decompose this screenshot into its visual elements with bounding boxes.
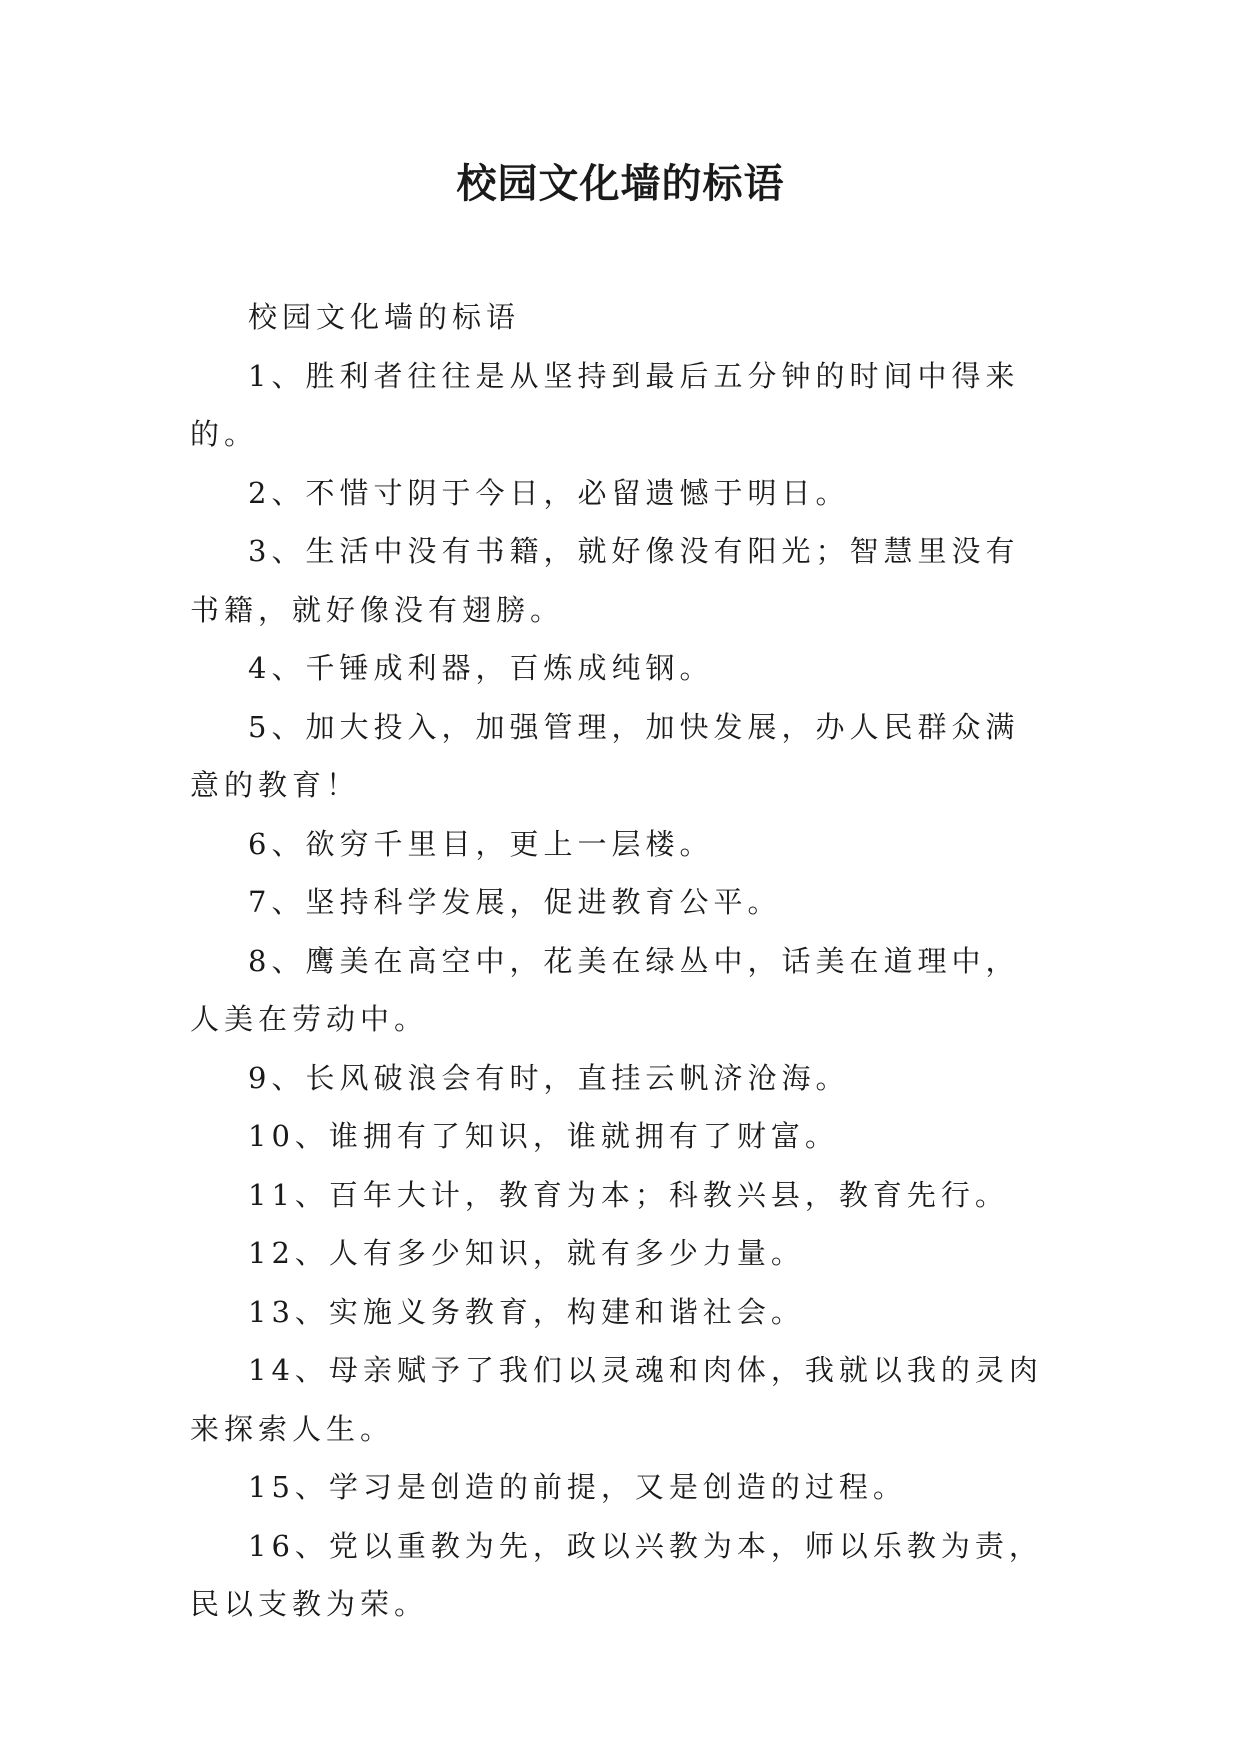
- slogan-item-1: 1、胜利者往往是从坚持到最后五分钟的时间中得来的。: [190, 358, 1020, 451]
- slogan-item-7: 7、坚持科学发展，促进教育公平。: [248, 885, 782, 919]
- slogan-item-9: 9、长风破浪会有时，直挂云帆济沧海。: [248, 1060, 850, 1095]
- slogan-item-15: 15、学习是创造的前提，又是创造的过程。: [248, 1470, 907, 1504]
- slogan-item-4: 4、千锤成利器，百炼成纯钢。: [248, 651, 714, 685]
- slogan-item-5: 5、加大投入，加强管理，加快发展，办人民群众满意的教育！: [190, 709, 1020, 802]
- slogan-item-2: 2、不惜寸阴于今日，必留遗憾于明日。: [248, 475, 850, 510]
- slogan-item-10: 10、谁拥有了知识，谁就拥有了财富。: [248, 1119, 839, 1153]
- slogan-item-16: 16、党以重教为先，政以兴教为本，师以乐教为责，民以支教为荣。: [190, 1528, 1043, 1621]
- slogan-item-3: 3、生活中没有书籍，就好像没有阳光；智慧里没有书籍，就好像没有翅膀。: [190, 534, 1020, 627]
- slogan-item-11: 11、百年大计，教育为本；科教兴县，教育先行。: [248, 1177, 1009, 1212]
- document-title: 校园文化墙的标语: [456, 160, 785, 207]
- slogan-item-6: 6、欲穷千里目，更上一层楼。: [248, 826, 714, 861]
- document-body: [190, 288, 1052, 1634]
- slogan-item-8: 8、鹰美在高空中，花美在绿丛中，话美在道理中，人美在劳动中。: [190, 943, 1020, 1036]
- slogan-item-12: 12、人有多少知识，就有多少力量。: [248, 1236, 805, 1270]
- slogan-item-13: 13、实施义务教育，构建和谐社会。: [248, 1294, 805, 1329]
- slogan-item-14: 14、母亲赋予了我们以灵魂和肉体，我就以我的灵肉来探索人生。: [190, 1353, 1043, 1446]
- intro-paragraph: 校园文化墙的标语: [248, 300, 521, 334]
